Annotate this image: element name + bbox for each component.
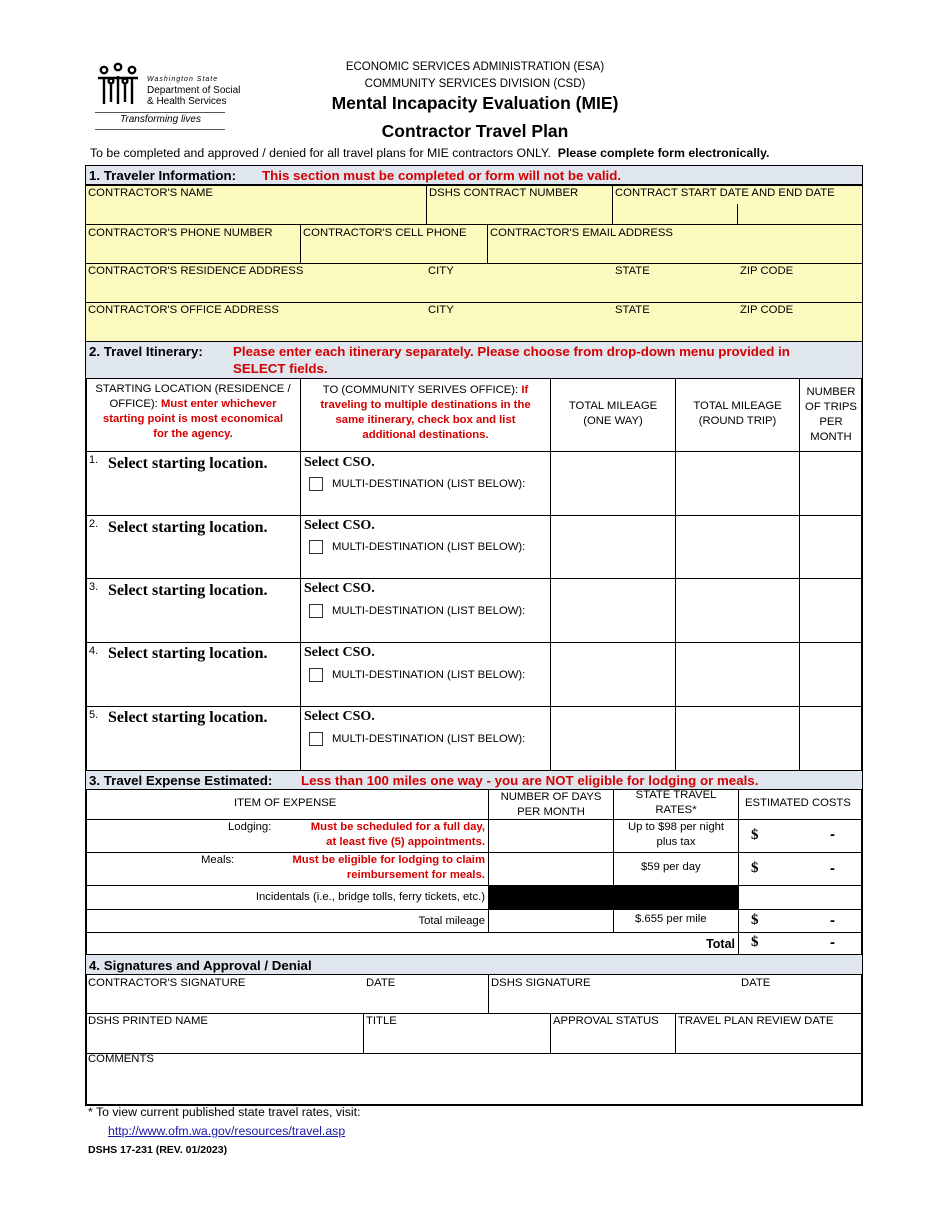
expense-rates-header	[613, 789, 739, 820]
row4-trips[interactable]	[799, 642, 863, 707]
section1-title: 1. Traveler Information:	[89, 168, 237, 183]
meals-rate	[613, 852, 739, 886]
row3-to-cell	[300, 578, 551, 643]
section3-header	[85, 770, 863, 790]
lodging-currency: $	[751, 827, 759, 843]
review-date-field[interactable]	[675, 1013, 863, 1054]
col-mileage-one-a: TOTAL MILEAGE	[568, 400, 658, 412]
col-trips-b: OF TRIPS	[805, 401, 857, 413]
col-mileage-round-header	[675, 378, 800, 452]
meals-label: Meals:	[201, 854, 235, 866]
residence-city-label: CITY	[428, 265, 454, 277]
residence-state-label: STATE	[615, 265, 650, 277]
row5-trips[interactable]	[799, 706, 863, 771]
comments-field[interactable]	[85, 1053, 863, 1106]
mileage-cost	[738, 909, 863, 933]
row1-num: 1.	[89, 454, 99, 466]
contractor-signature-field[interactable]	[85, 974, 489, 1014]
dates-divider	[737, 204, 738, 225]
row2-cso-select[interactable]: Select CSO.	[304, 518, 375, 533]
total-label-cell	[85, 932, 739, 955]
row4-cso-select[interactable]: Select CSO.	[304, 645, 375, 660]
row1-cso-select[interactable]: Select CSO.	[304, 455, 375, 470]
cell-phone-label: CONTRACTOR'S CELL PHONE	[303, 227, 467, 239]
email-field[interactable]	[487, 224, 863, 264]
contract-dates-field[interactable]	[612, 185, 863, 225]
meals-amount: -	[830, 860, 835, 877]
lodging-amount: -	[830, 826, 835, 843]
residence-address-field[interactable]	[85, 263, 863, 303]
row4-multi-label: MULTI-DESTINATION (LIST BELOW):	[332, 669, 526, 681]
contract-number-field[interactable]	[426, 185, 613, 225]
email-label: CONTRACTOR'S EMAIL ADDRESS	[490, 227, 673, 239]
lodging-rate-a: Up to $98 per night	[627, 821, 725, 833]
agency-line-1: ECONOMIC SERVICES ADMINISTRATION (ESA)	[345, 61, 605, 73]
row4-multi-checkbox[interactable]	[309, 668, 323, 682]
col-start-red-b: Must enter whichever	[160, 398, 277, 410]
lodging-red-a: Must be scheduled for a full day,	[310, 821, 485, 833]
row1-to-cell	[300, 451, 551, 516]
col-trips-a: NUMBER	[806, 386, 856, 398]
row2-num: 2.	[89, 518, 99, 530]
col-start-red-c: starting point is most economical	[102, 413, 284, 425]
row4-start-select[interactable]: Select starting location.	[108, 645, 268, 662]
mileage-label: Total mileage	[418, 915, 485, 927]
row3-cso-select[interactable]: Select CSO.	[304, 581, 375, 596]
row5-num: 5.	[89, 709, 99, 721]
row5-cso-select[interactable]: Select CSO.	[304, 709, 375, 724]
agency-line-2: COMMUNITY SERVICES DIVISION (CSD)	[364, 78, 586, 90]
residence-label: CONTRACTOR'S RESIDENCE ADDRESS	[88, 265, 304, 277]
dshs-logo	[95, 62, 241, 132]
row1-mileage-round[interactable]	[675, 451, 800, 516]
cell-phone-field[interactable]	[300, 224, 488, 264]
row5-start-cell[interactable]	[85, 706, 301, 771]
col-start-header	[85, 378, 301, 452]
row3-trips[interactable]	[799, 578, 863, 643]
row5-multi-checkbox[interactable]	[309, 732, 323, 746]
col-item-label: ITEM OF EXPENSE	[234, 797, 337, 809]
row5-to-cell	[300, 706, 551, 771]
col-to-header	[300, 378, 551, 452]
row3-start-cell[interactable]	[85, 578, 301, 643]
dshs-date-label: DATE	[741, 977, 771, 989]
row5-multi-label: MULTI-DESTINATION (LIST BELOW):	[332, 733, 526, 745]
title-label: TITLE	[366, 1015, 397, 1027]
dshs-signature-field[interactable]	[488, 974, 863, 1014]
row3-start-select[interactable]: Select starting location.	[108, 582, 268, 599]
logo-tagline: Transforming lives	[120, 114, 201, 125]
intro-plain: To be completed and approved / denied for all travel plans for MIE contractors ONLY.	[90, 146, 551, 160]
people-icon	[95, 62, 141, 108]
incidentals-item	[85, 885, 489, 910]
row4-start-cell[interactable]	[85, 642, 301, 707]
col-start-text-a: STARTING LOCATION (RESIDENCE /	[95, 383, 291, 395]
col-to-text-a: TO (COMMUNITY SERIVES OFFICE):	[322, 384, 522, 396]
title-field[interactable]	[363, 1013, 551, 1054]
footer-note: * To view current published state travel rates, visit:	[88, 1105, 361, 1119]
total-cost	[738, 932, 863, 955]
col-rates-a: STATE TRAVEL	[635, 789, 717, 801]
meals-days[interactable]	[488, 852, 614, 886]
section2-header	[85, 341, 863, 379]
col-costs-label: ESTIMATED COSTS	[745, 797, 851, 809]
section1-warning: This section must be completed or form will not be valid.	[262, 168, 622, 183]
row1-start-select[interactable]: Select starting location.	[108, 455, 268, 472]
section3-title: 3. Travel Expense Estimated:	[89, 773, 273, 788]
incidentals-blackout	[488, 885, 739, 910]
intro-text	[90, 146, 769, 160]
row3-mileage-round[interactable]	[675, 578, 800, 643]
mileage-amount: -	[830, 912, 835, 929]
col-trips-header	[799, 378, 863, 452]
row3-multi-checkbox[interactable]	[309, 604, 323, 618]
lodging-item	[85, 819, 489, 853]
section3-warning: Less than 100 miles one way - you are NOT eligible for lodging or meals.	[301, 773, 759, 788]
row2-mileage-round[interactable]	[675, 515, 800, 579]
phone-field[interactable]	[85, 224, 301, 264]
logo-rule-bottom	[95, 129, 225, 130]
form-title-1: Mental Incapacity Evaluation (MIE)	[331, 93, 619, 113]
expense-item-header	[85, 789, 489, 820]
row4-to-cell	[300, 642, 551, 707]
meals-cost	[738, 852, 863, 886]
row4-num: 4.	[89, 645, 99, 657]
review-date-label: TRAVEL PLAN REVIEW DATE	[678, 1015, 834, 1027]
col-to-red-c: same itinerary, check box and list	[335, 414, 516, 426]
dshs-printed-name-field[interactable]	[85, 1013, 364, 1054]
dshs-sig-label: DSHS SIGNATURE	[491, 977, 591, 989]
row2-trips[interactable]	[799, 515, 863, 579]
row2-mileage-one[interactable]	[550, 515, 676, 579]
row2-start-select[interactable]: Select starting location.	[108, 519, 268, 536]
comments-label: COMMENTS	[88, 1053, 154, 1065]
col-to-red-b: traveling to multiple destinations in the	[320, 399, 531, 411]
contractor-name-field[interactable]	[85, 185, 427, 225]
row5-mileage-round[interactable]	[675, 706, 800, 771]
lodging-rate	[613, 819, 739, 853]
incidentals-cost[interactable]	[738, 885, 863, 910]
col-mileage-round-a: TOTAL MILEAGE	[693, 400, 782, 412]
row4-mileage-one[interactable]	[550, 642, 676, 707]
row5-start-select[interactable]: Select starting location.	[108, 709, 268, 726]
row5-mileage-one[interactable]	[550, 706, 676, 771]
row2-to-cell	[300, 515, 551, 579]
section2-warning-2: SELECT fields.	[233, 361, 328, 376]
row2-multi-label: MULTI-DESTINATION (LIST BELOW):	[332, 541, 526, 553]
approval-status-field[interactable]	[550, 1013, 676, 1054]
incidentals-label: Incidentals (i.e., bridge tolls, ferry tickets, etc.)	[255, 891, 485, 903]
section4-header	[85, 954, 863, 975]
form-title-2: Contractor Travel Plan	[381, 121, 569, 141]
col-mileage-one-b: (ONE WAY)	[583, 415, 643, 427]
section2-warning-1: Please enter each itinerary separately. Please choose from drop-down menu provided in	[233, 344, 790, 359]
section1-header	[85, 165, 863, 185]
contractor-date-label: DATE	[366, 977, 396, 989]
logo-dept-1: Department of Social	[147, 85, 241, 96]
printed-name-label: DSHS PRINTED NAME	[88, 1015, 208, 1027]
travel-rates-link[interactable]: http://www.ofm.wa.gov/resources/travel.asp	[108, 1124, 346, 1138]
row1-multi-label: MULTI-DESTINATION (LIST BELOW):	[332, 478, 526, 490]
col-to-red-a: If	[521, 384, 529, 396]
mileage-days[interactable]	[488, 909, 614, 933]
logo-rule	[95, 112, 225, 113]
lodging-red-b: at least five (5) appointments.	[326, 836, 485, 848]
meals-currency: $	[751, 860, 759, 876]
phone-label: CONTRACTOR'S PHONE NUMBER	[88, 227, 273, 239]
row1-start-cell[interactable]	[85, 451, 301, 516]
row3-multi-label: MULTI-DESTINATION (LIST BELOW):	[332, 605, 526, 617]
section4-title: 4. Signatures and Approval / Denial	[89, 958, 312, 973]
office-city-label: CITY	[428, 304, 454, 316]
lodging-days[interactable]	[488, 819, 614, 853]
meals-rate-text: $59 per day	[641, 861, 701, 873]
contractor-name-label: CONTRACTOR'S NAME	[88, 187, 213, 199]
row1-trips[interactable]	[799, 451, 863, 516]
lodging-label: Lodging:	[228, 821, 272, 833]
contract-number-label: DSHS CONTRACT NUMBER	[429, 187, 579, 199]
col-trips-d: MONTH	[810, 431, 852, 443]
meals-item	[85, 852, 489, 886]
meals-red-b: reimbursement for meals.	[346, 869, 485, 881]
row4-mileage-round[interactable]	[675, 642, 800, 707]
contractor-sig-label: CONTRACTOR'S SIGNATURE	[88, 977, 246, 989]
col-rates-b: RATES*	[655, 804, 697, 816]
intro-bold: Please complete form electronically.	[557, 146, 770, 160]
meals-red-a: Must be eligible for lodging to claim	[292, 854, 485, 866]
col-start-red-d: for the agency.	[153, 428, 233, 440]
total-label: Total	[706, 937, 735, 951]
total-amount: -	[830, 934, 835, 951]
row1-mileage-one[interactable]	[550, 451, 676, 516]
residence-zip-label: ZIP CODE	[740, 265, 794, 277]
col-mileage-one-header	[550, 378, 676, 452]
form-id: DSHS 17-231 (REV. 01/2023)	[88, 1144, 228, 1156]
section2-title: 2. Travel Itinerary:	[89, 344, 203, 359]
lodging-rate-b: plus tax	[656, 836, 696, 848]
row1-multi-checkbox[interactable]	[309, 477, 323, 491]
contract-dates-label: CONTRACT START DATE AND END DATE	[615, 187, 835, 199]
expense-costs-header	[738, 789, 863, 820]
lodging-cost	[738, 819, 863, 853]
col-to-red-d: additional destinations.	[362, 429, 489, 441]
office-address-field[interactable]	[85, 302, 863, 342]
logo-dept-2: & Health Services	[147, 96, 227, 107]
mileage-rate-text: $.655 per mile	[635, 913, 707, 925]
office-label: CONTRACTOR'S OFFICE ADDRESS	[88, 304, 279, 316]
office-state-label: STATE	[615, 304, 650, 316]
col-days-b: PER MONTH	[517, 806, 585, 818]
expense-days-header	[488, 789, 614, 820]
total-currency: $	[751, 934, 759, 950]
mileage-item	[85, 909, 489, 933]
row3-num: 3.	[89, 581, 99, 593]
row2-start-cell[interactable]	[85, 515, 301, 579]
logo-state: Washington State	[147, 76, 219, 83]
col-start-text-b: OFFICE):	[109, 398, 161, 410]
approval-label: APPROVAL STATUS	[553, 1015, 659, 1027]
col-trips-c: PER	[819, 416, 843, 428]
row2-multi-checkbox[interactable]	[309, 540, 323, 554]
col-mileage-round-b: (ROUND TRIP)	[698, 415, 777, 427]
mileage-currency: $	[751, 912, 759, 928]
office-zip-label: ZIP CODE	[740, 304, 794, 316]
row3-mileage-one[interactable]	[550, 578, 676, 643]
mileage-rate	[613, 909, 739, 933]
col-days-a: NUMBER OF DAYS	[500, 791, 602, 803]
